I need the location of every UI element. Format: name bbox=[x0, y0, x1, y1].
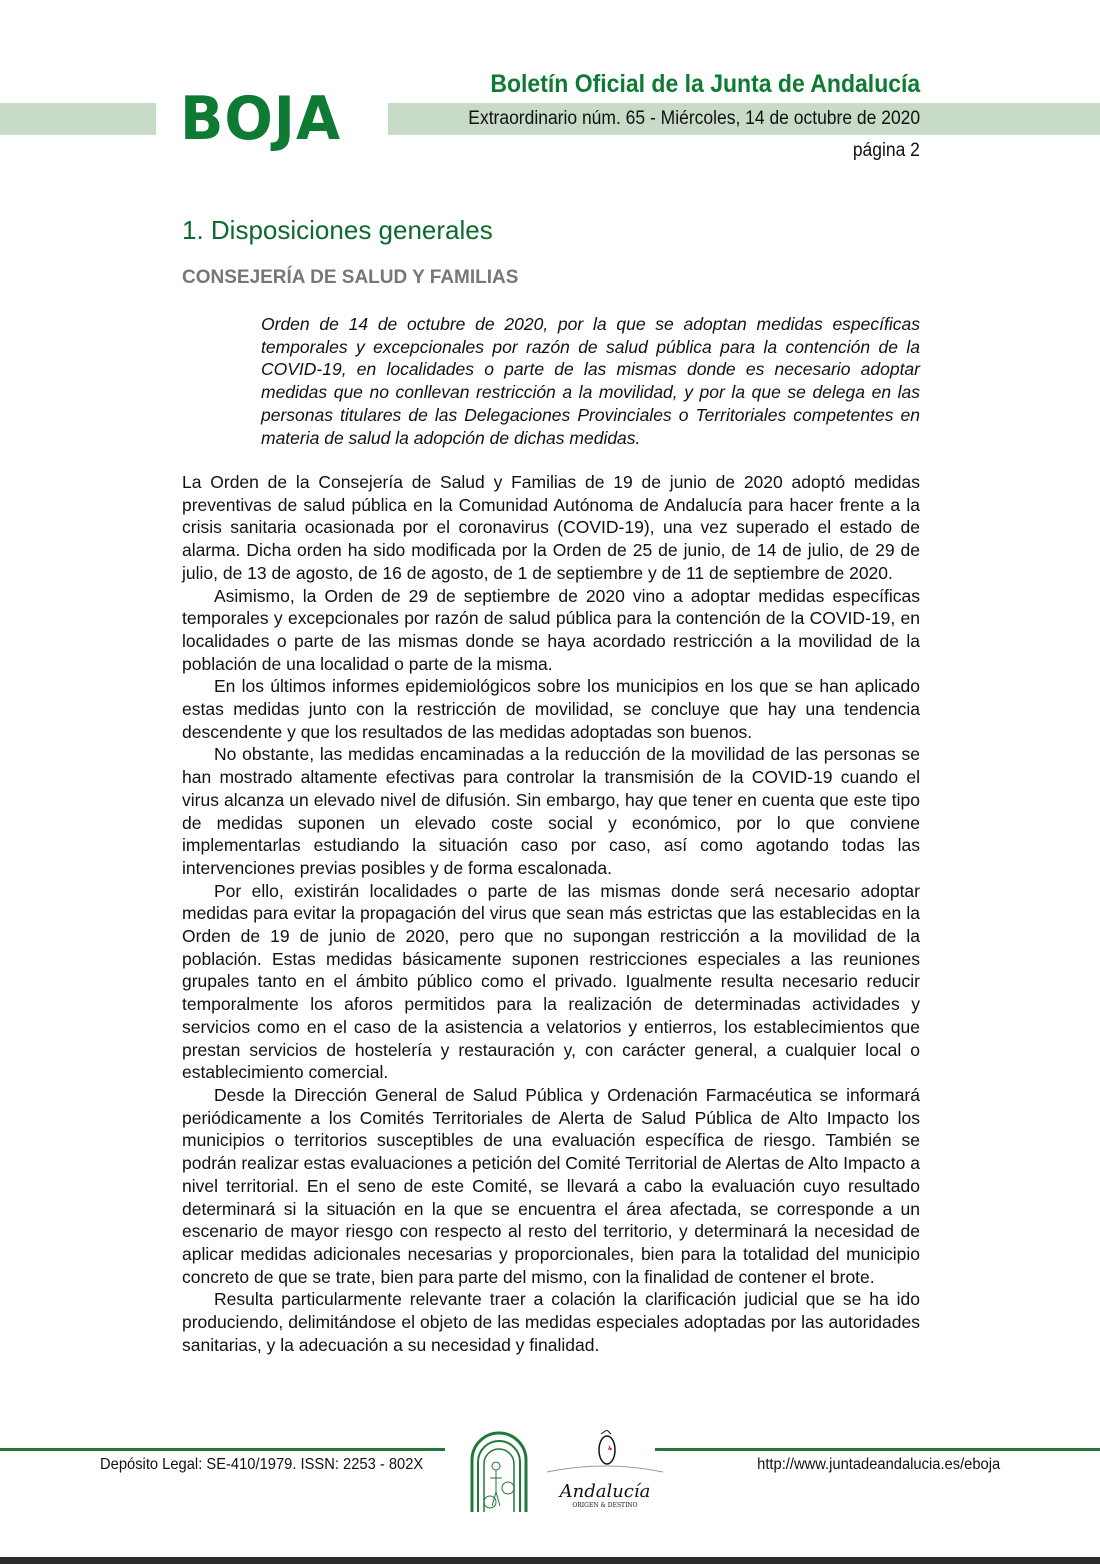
paragraph: Resulta particularmente relevante traer a colación la clarificación judicial que se ha ido produciendo, delimitándose el objeto de las medidas especiales adoptadas por las autoridades sanitarias, y la adecuación a su necesidad y finalidad. bbox=[182, 1289, 920, 1355]
paragraph: La Orden de la Consejería de Salud y Familias de 19 de junio de 2020 adoptó medidas preventivas de salud pública en la Comunidad Autónoma de Andalucía para hacer frente a la crisis sanitaria ocasionada por el coronavirus (COVID-19), una vez superado el estado de alarma. Dicha orden ha sido modificada por la Orden de 25 de junio, de 14 de julio, de 29 de julio, de 13 de agosto, de 16 de agosto, de 1 de septiembre y de 11 de septiembre de 2020. bbox=[182, 472, 920, 583]
footer-rule-right bbox=[655, 1448, 1100, 1451]
document-body bbox=[182, 471, 920, 1356]
paragraph: Desde la Dirección General de Salud Pública y Ordenación Farmacéutica se informará periódicamente a los Comités Territoriales de Alerta de Salud Pública de Alto Impacto los municipios o territorios susceptibles de una evaluación específica de riesgo. También se podrán realizar estas evaluaciones a petición del Comité Territorial de Alertas de Alto Impacto a nivel territorial. En el seno de este Comité, se llevará a cabo la evaluación cuyo resultado determinará si la situación en la que se encuentra el área afectada, se corresponde a un escenario de mayor riesgo con respecto al resto del territorio, y determinará la necesidad de aplicar medidas adicionales necesarias y proporcionales, bien para la totalidad del municipio concreto de que se trate, bien para parte del mismo, con la finalidad de contener el brote. bbox=[182, 1084, 920, 1287]
page-number: página 2 bbox=[852, 140, 920, 161]
footer-rule-left bbox=[0, 1448, 445, 1451]
paragraph: Por ello, existirán localidades o parte de las mismas donde será necesario adoptar medidas para evitar la propagación del virus que sean más estrictas que las establecidas en la Orden de 19 de junio de 2020, pero que no supongan restricción a la movilidad de la población. Estas medidas básicamente suponen restricciones especiales a las reuniones grupales tanto en el ámbito público como el privado. Igualmente resulta necesario reducir temporalmente los aforos permitidos para la realización de determinadas actividades y servicios como en el caso de la asistencia a velatorios y entierros, los establecimientos que prestan servicios de hostelería y restauración y, con carácter general, a cualquier local o establecimiento comercial. bbox=[182, 880, 920, 1083]
paragraph: Asimismo, la Orden de 29 de septiembre de 2020 vino a adoptar medidas específicas temporales y excepcionales por razón de salud pública para la contención de la COVID-19, en localidades o parte de las mismas donde se haya acordado restricción a la movilidad de la población de una localidad o parte de la misma. bbox=[182, 585, 920, 674]
section-title: 1. Disposiciones generales bbox=[182, 215, 493, 245]
brand-name: Andalucía bbox=[559, 1481, 651, 1502]
paragraph: En los últimos informes epidemiológicos sobre los municipios en los que se han aplicado estas medidas junto con la restricción de movilidad, se concluye que hay una tendencia descendente y que los resultados de las medidas adoptadas son buenos. bbox=[182, 676, 920, 742]
brand-tagline: ORIGEN & DESTINO bbox=[572, 1502, 638, 1509]
bottom-bar bbox=[0, 1557, 1100, 1564]
andalucia-brand-logo bbox=[545, 1430, 665, 1509]
order-summary: Orden de 14 de octubre de 2020, por la que se adoptan medidas específicas temporales y excepcionales por razón de salud pública para la contención de la COVID-19, en localidades o parte de las mismas donde es necesario adoptar medidas que no conllevan restricción a la movilidad, y por la que se delega en las personas titulares de las Delegaciones Provinciales o Territoriales competentes en materia de salud la adopción de dichas medidas. bbox=[261, 314, 920, 448]
department-heading: CONSEJERÍA DE SALUD Y FAMILIAS bbox=[182, 267, 519, 288]
bulletin-title: Boletín Oficial de la Junta de Andalucía bbox=[490, 70, 920, 98]
issue-info: Extraordinario núm. 65 - Miércoles, 14 de octubre de 2020 bbox=[468, 108, 920, 129]
andalucia-coat-of-arms-icon bbox=[468, 1430, 530, 1519]
legal-deposit: Depósito Legal: SE-410/1979. ISSN: 2253 - 802X bbox=[100, 1456, 424, 1473]
header-band-left bbox=[0, 103, 156, 135]
paragraph: No obstante, las medidas encaminadas a la reducción de la movilidad de las personas se han mostrado altamente efectivas para controlar la transmisión de la COVID-19 cuando el virus alcanza un elevado nivel de difusión. Sin embargo, hay que tener en cuenta que este tipo de medidas suponen un elevado coste social y económico, por lo que conviene implementarlas estudiando la situación caso por caso, así como agotando todas las intervenciones previas posibles y de forma escalonada. bbox=[182, 744, 920, 878]
boja-logo: BOJA bbox=[180, 84, 342, 154]
website-link[interactable]: http://www.juntadeandalucia.es/eboja bbox=[756, 1456, 1000, 1473]
